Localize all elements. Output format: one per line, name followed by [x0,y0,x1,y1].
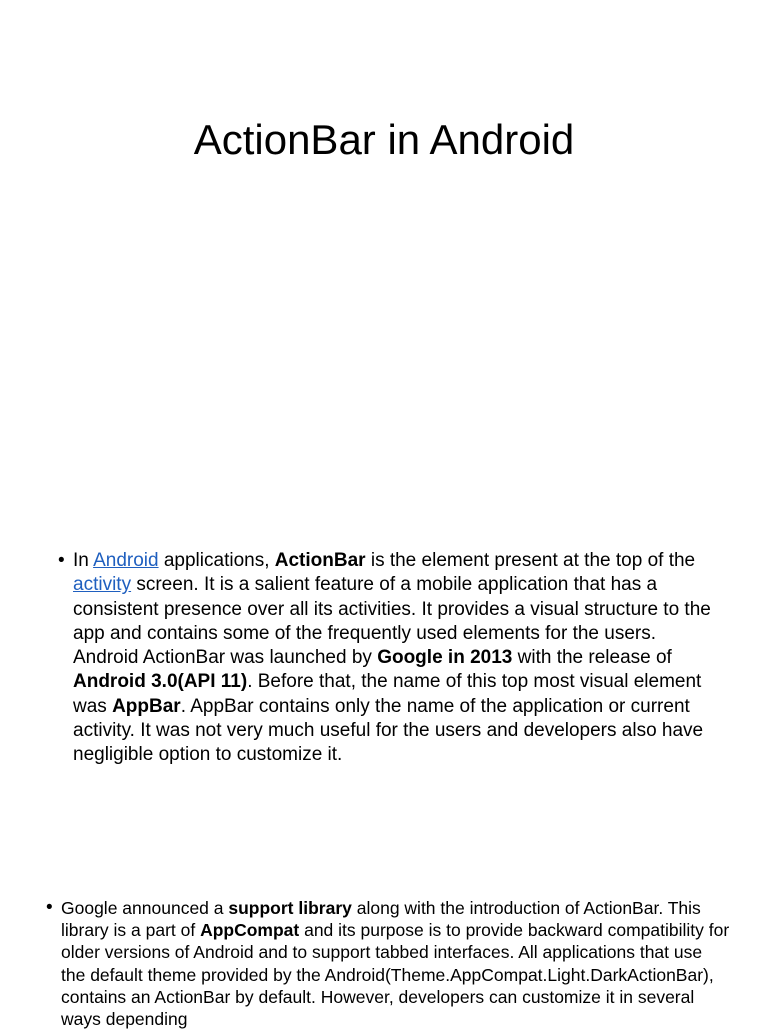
slide-1 [0,0,768,512]
bullet-dot: • [46,897,53,918]
text-segment: screen. It is a salient feature of a mobile application that has a consistent presence over all its activities. It provides a visual structure to the app and contains some of the frequently used elements for the users. Android ActionBar was launched by [73,574,711,669]
bold-text: Google in 2013 [377,647,513,669]
android-link[interactable]: Android [93,550,159,571]
bullet-text [73,549,720,768]
text-segment: is the element present at the top of the [365,550,696,571]
activity-link[interactable]: activity [73,574,132,596]
bold-text: support library [228,898,352,918]
bullet-row [58,549,720,768]
text-segment: . Before that, the name of this top most visual element was [73,671,702,717]
text-segment: . AppBar contains only the name of the application or current activity. It was not very much useful for the users and developers also have negligible option to customize it. [73,695,704,766]
bullet-text [61,897,730,1030]
slide-title: ActionBar in Android [193,116,575,163]
bold-text: ActionBar [274,550,366,571]
text-segment: with the release of [512,647,672,669]
text-segment: In [73,550,94,571]
text-segment: and its purpose is to provide backward compatibility for older versions of Android and to support tabbed interfaces. All applications that use the default theme provided by the Android(Theme.AppCompat.Light.DarkActionBar), contains an ActionBar by default. However, developers can customize it in several ways depending [61,920,730,1030]
bold-text: Android 3.0(API 11) [73,671,248,693]
bullet-row [46,897,730,1030]
bullet-paragraph-support-library [46,897,730,1030]
bold-text: AppBar [112,695,181,717]
text-segment: Google announced a [61,898,229,918]
bullet-paragraph-actionbar [58,549,720,768]
bullet-dot: • [58,550,65,571]
text-segment: applications, [158,550,275,571]
text-segment: along with the introduction of ActionBar. This library is a part of [61,898,701,941]
bold-text: AppCompat [200,920,300,941]
